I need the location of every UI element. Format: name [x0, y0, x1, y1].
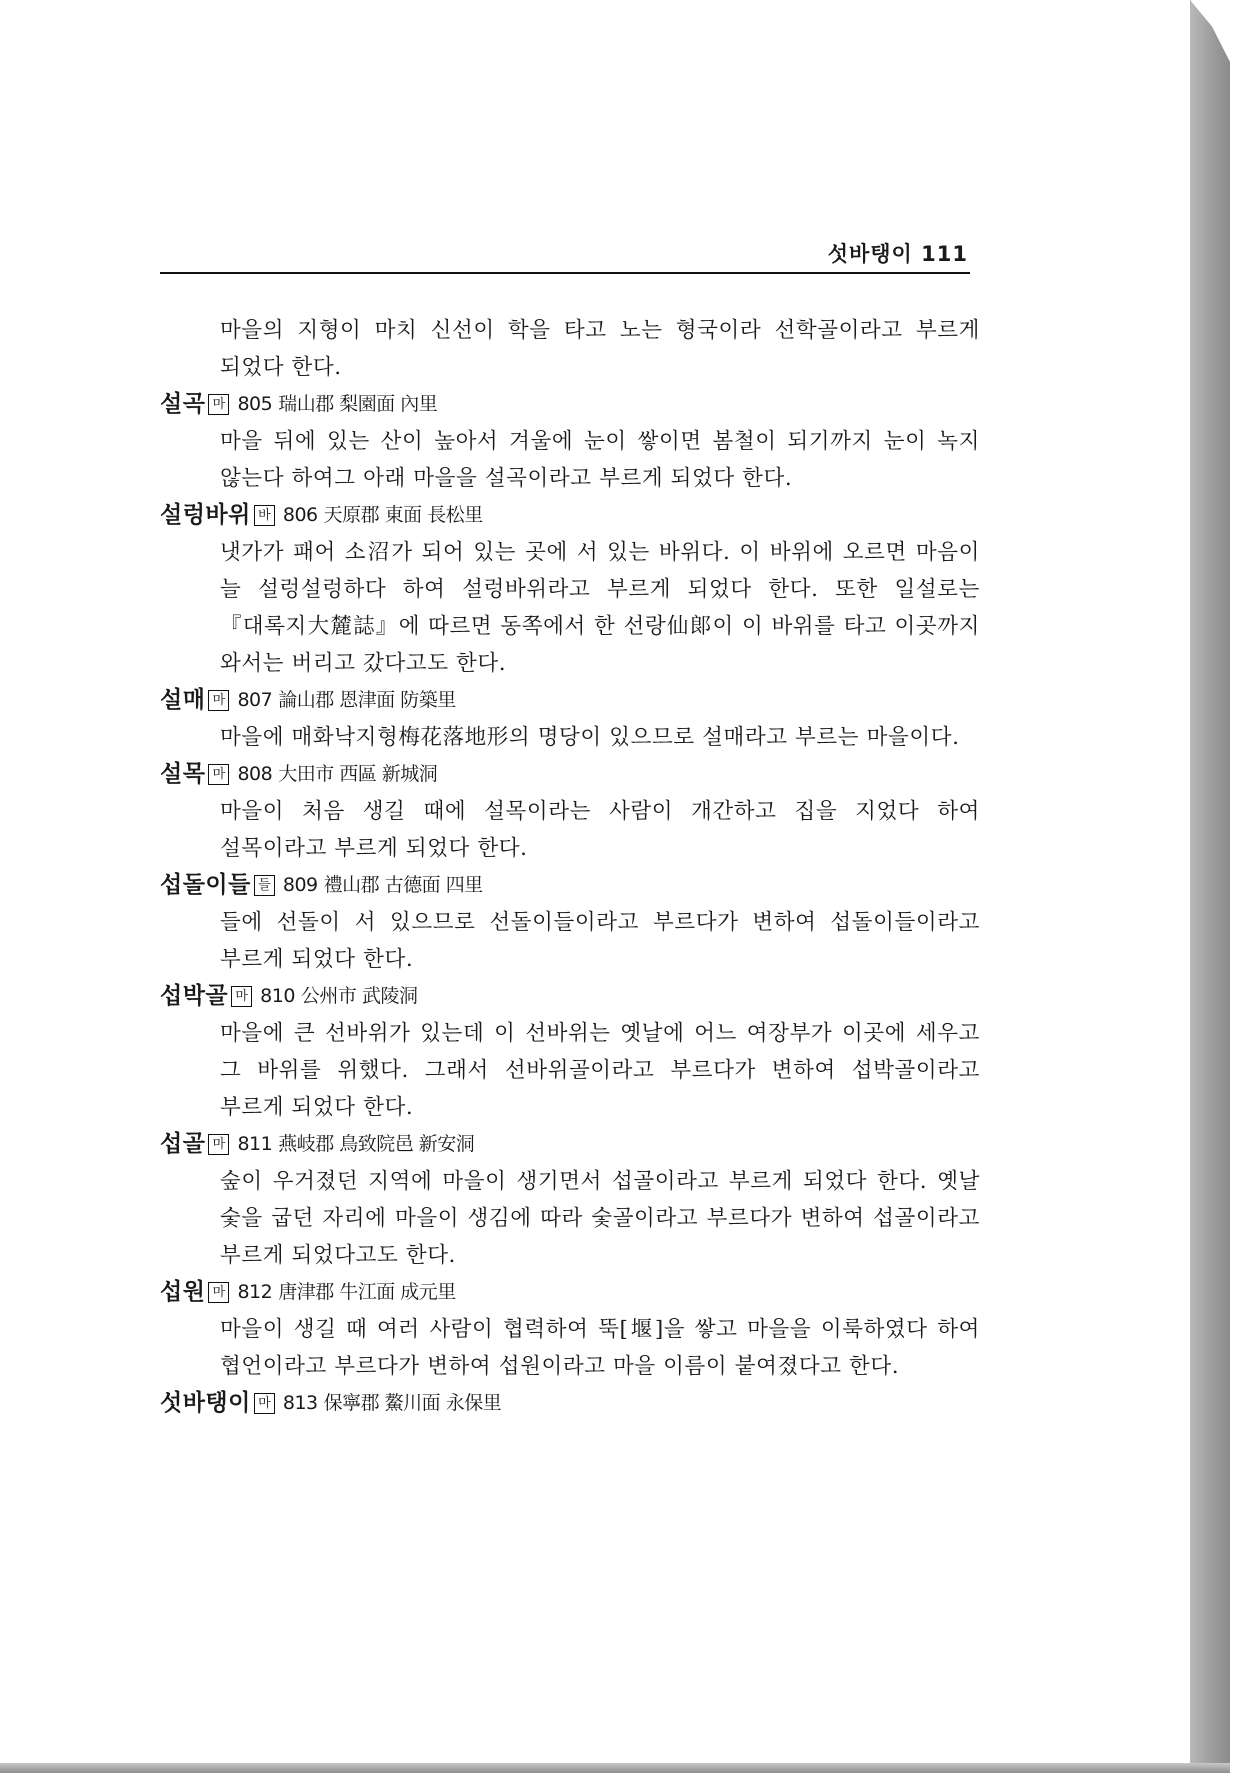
entry-location: 禮山郡 古德面 四里	[323, 874, 483, 896]
entry-type-marker: 마	[231, 986, 252, 1007]
entry-location: 唐津郡 牛江面 成元里	[278, 1281, 456, 1303]
entry-header	[160, 386, 980, 423]
entry-text: 마을에 매화낙지형梅花落地形의 명당이 있으므로 설매라고 부르는 마을이다.	[220, 725, 960, 750]
entry-location: 燕岐郡 鳥致院邑 新安洞	[278, 1133, 475, 1155]
entry-headword: 섭박골	[160, 983, 229, 1009]
dictionary-content	[160, 312, 980, 1422]
entry-number: 808	[237, 763, 273, 785]
entry	[160, 978, 980, 1126]
page-bottom-shadow	[0, 1763, 1230, 1773]
entry-header	[160, 497, 980, 534]
entry-text: 냇가가 패어 소沼가 되어 있는 곳에 서 있는 바위다. 이 바위에 오르면 마음이 늘 설렁설렁하다 하여 설렁바위라고 부르게 되었다 한다. 또한 일설로는 『대록지大麓誌』에 따르면 동쪽에서 한 선랑仙郞이 이 바위를 타고 이곳까지 와서는 버리고 갔다고도 한다.	[220, 540, 980, 676]
entry-type-marker: 마	[208, 1134, 229, 1155]
entry-number: 809	[282, 874, 318, 896]
entry-headword: 설목	[160, 761, 206, 787]
entry-number: 812	[237, 1281, 273, 1303]
entry-headword: 섯바탱이	[160, 1390, 251, 1416]
entry-type-marker: 마	[208, 764, 229, 785]
entry-number: 813	[282, 1392, 318, 1414]
entry-headword: 섭골	[160, 1131, 206, 1157]
entry	[160, 1126, 980, 1274]
entry-text: 마을이 처음 생길 때에 설목이라는 사람이 개간하고 집을 지었다 하여 설목이라고 부르게 되었다 한다.	[220, 799, 980, 861]
entry-headword: 섭원	[160, 1279, 206, 1305]
entry	[160, 386, 980, 497]
entry-location: 大田市 西區 新城洞	[278, 763, 438, 785]
entry-location: 論山郡 恩津面 防築里	[278, 689, 456, 711]
entry	[160, 867, 980, 978]
entry-header	[160, 682, 980, 719]
entry-headword: 섭돌이들	[160, 872, 251, 898]
entry-location: 天原郡 東面 長松里	[323, 504, 483, 526]
entry-number: 811	[237, 1133, 273, 1155]
entry	[160, 1385, 980, 1422]
entry-location: 公州市 武陵洞	[300, 985, 418, 1007]
entry-text: 마을이 생길 때 여러 사람이 협력하여 뚝[堰]을 쌓고 마을을 이룩하였다 하여 협언이라고 부르다가 변하여 섭원이라고 마을 이름이 붙여졌다고 한다.	[220, 1317, 980, 1379]
entry-headword: 설렁바위	[160, 502, 251, 528]
entry	[160, 1274, 980, 1385]
entry-headword: 설매	[160, 687, 206, 713]
entry	[160, 756, 980, 867]
entry-type-marker: 들	[254, 875, 275, 896]
running-head-text: 섯바탱이 111	[827, 242, 968, 266]
entry-header	[160, 1126, 980, 1163]
entry-header	[160, 756, 980, 793]
entry-type-marker: 마	[208, 690, 229, 711]
entry-header	[160, 1385, 980, 1422]
entry-header	[160, 867, 980, 904]
entry-header	[160, 1274, 980, 1311]
entry-location: 瑞山郡 梨園面 內里	[278, 393, 438, 415]
entry-type-marker: 마	[208, 394, 229, 415]
entry-headword: 설곡	[160, 391, 206, 417]
entry-text: 들에 선돌이 서 있으므로 선돌이들이라고 부르다가 변하여 섭돌이들이라고 부르게 되었다 한다.	[220, 910, 980, 972]
entry	[160, 682, 980, 756]
entry-type-marker: 마	[208, 1282, 229, 1303]
entry-text: 마을에 큰 선바위가 있는데 이 선바위는 옛날에 어느 여장부가 이곳에 세우고 그 바위를 위했다. 그래서 선바위골이라고 부르다가 변하여 섭박골이라고 부르게 되었다 한다.	[220, 1021, 980, 1120]
page-edge-shadow	[1190, 0, 1230, 1770]
entry-location: 保寧郡 鰲川面 永保里	[323, 1392, 502, 1414]
lead-paragraph: 마을의 지형이 마치 신선이 학을 타고 노는 형국이라 선학골이라고 부르게 되었다 한다.	[220, 318, 980, 380]
entry-type-marker: 바	[254, 505, 275, 526]
entry-type-marker: 마	[254, 1393, 275, 1414]
entry	[160, 497, 980, 682]
running-head	[160, 236, 970, 274]
entry-header	[160, 978, 980, 1015]
entry-number: 807	[237, 689, 273, 711]
entry-number: 810	[260, 985, 295, 1007]
entry-text: 마을 뒤에 있는 산이 높아서 겨울에 눈이 쌓이면 봄철이 되기까지 눈이 녹지 않는다 하여그 아래 마을을 설곡이라고 부르게 되었다 한다.	[220, 429, 980, 491]
entry-text: 숲이 우거졌던 지역에 마을이 생기면서 섭골이라고 부르게 되었다 한다. 옛날 숯을 굽던 자리에 마을이 생김에 따라 숯골이라고 부르다가 변하여 섭골이라고 부르게 되었다고도 한다.	[220, 1169, 980, 1268]
entry-number: 805	[237, 393, 273, 415]
entry-number: 806	[282, 504, 318, 526]
